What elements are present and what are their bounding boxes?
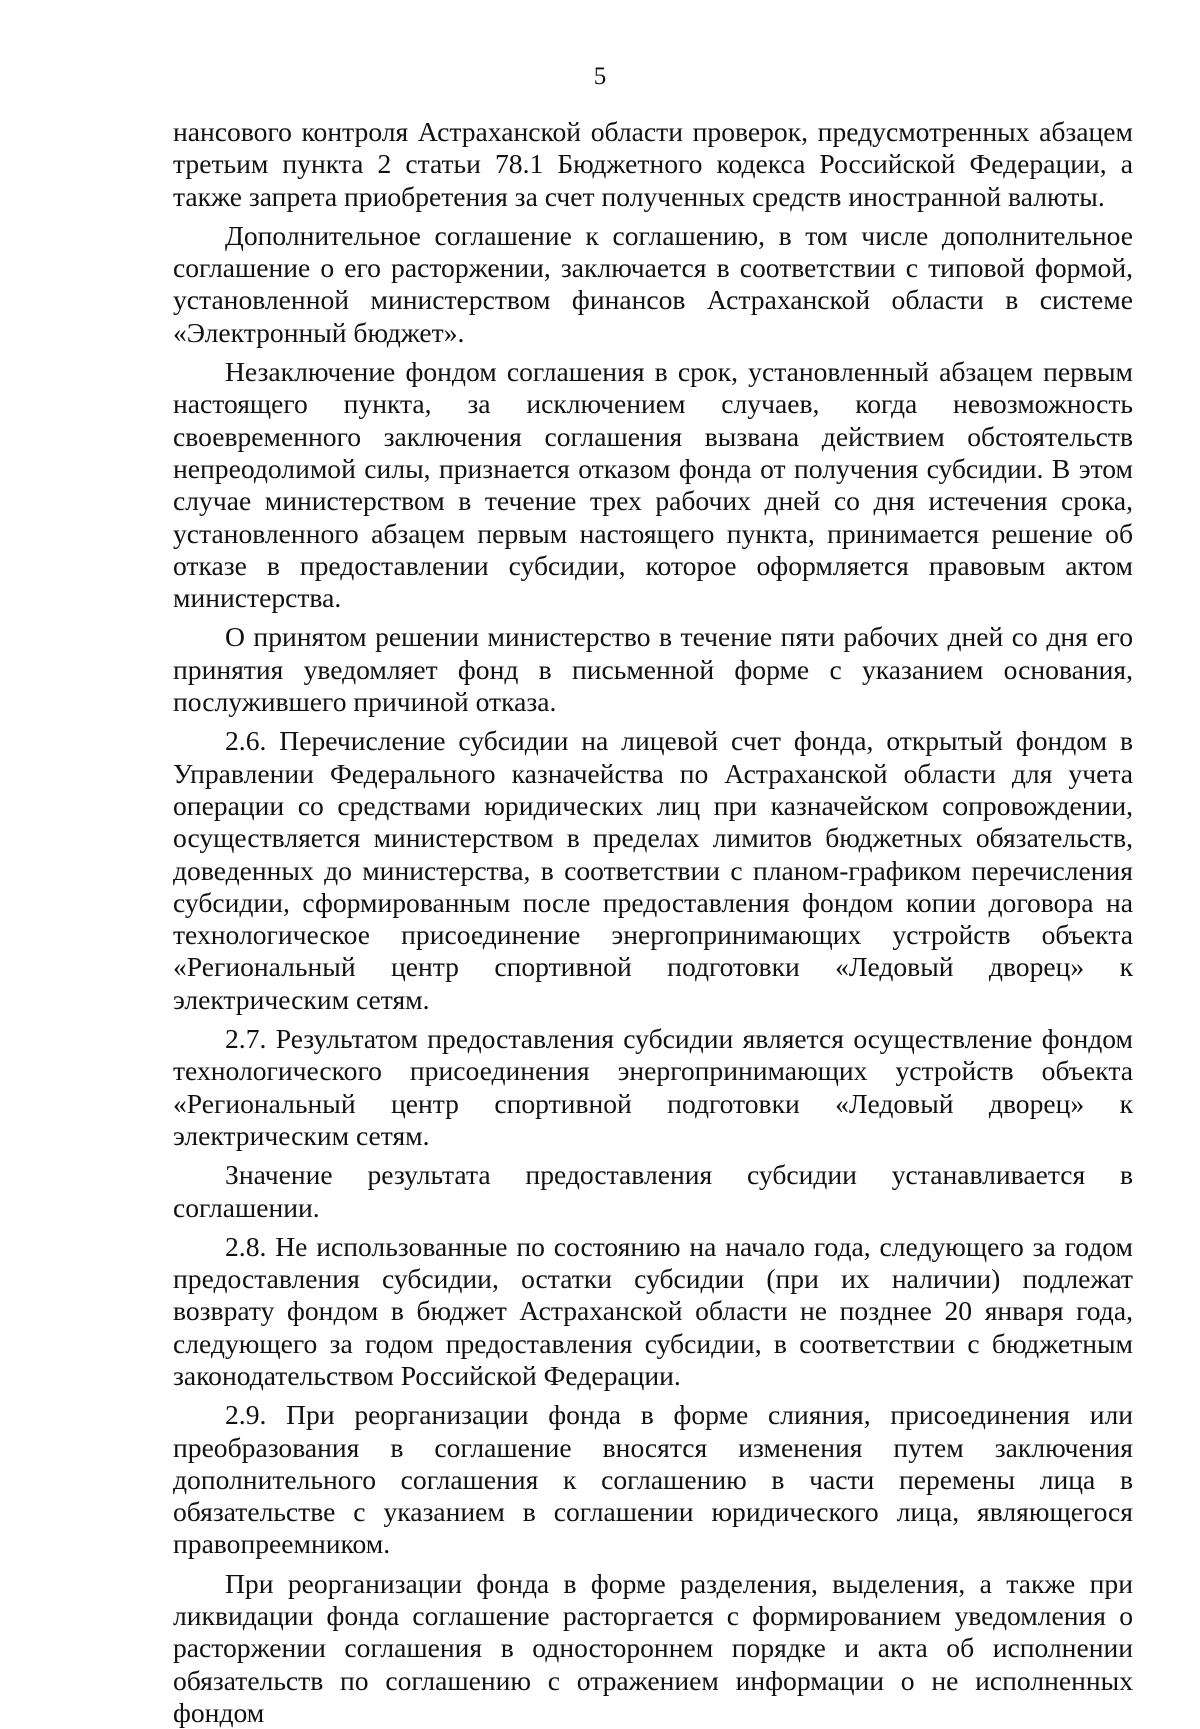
- paragraph: нансового контроля Астраханской области проверок, предусмотренных абзацем третьим пункта 2 статьи 78.1 Бюджетного кодекса Российской Федерации, а также запрета приобретения за счет полученных средств иностранной валюты.: [173, 116, 1133, 212]
- paragraph: О принятом решении министерство в течение пяти рабочих дней со дня его принятия уведомляет фонд в письменной форме с указанием основания, послужившего причиной отказа.: [173, 621, 1133, 718]
- paragraph: Незаключение фондом соглашения в срок, установленный абзацем первым настоящего пункта, за исключением случаев, когда невозможность своевременного заключения соглашения вызвана действием обстоятельств непреодолимой силы, признается отказом фонда от получения субсидии. В этом случае министерством в течение трех рабочих дней со дня истечения срока, установленного абзацем первым настоящего пункта, принимается решение об отказе в предоставлении субсидии, которое оформляется правовым актом министерства.: [173, 356, 1133, 614]
- paragraph-section-2-8: 2.8. Не использованные по состоянию на начало года, следующего за годом предоставления субсидии, остатки субсидии (при их наличии) подлежат возврату фондом в бюджет Астраханской области не позднее 20 января года, следующего за годом предоставления субсидии, в соответствии с бюджетным законодательством Российской Федерации.: [173, 1230, 1133, 1391]
- paragraph-section-2-7: 2.7. Результатом предоставления субсидии является осуществление фондом технологического присоединения энергопринимающих устройств объекта «Региональный центр спортивной подготовки «Ледовый дворец» к электрическим сетям.: [173, 1023, 1133, 1151]
- document-body: [173, 116, 1133, 1729]
- paragraph-section-2-9: 2.9. При реорганизации фонда в форме слияния, присоединения или преобразования в соглашение вносятся изменения путем заключения дополнительного соглашения к соглашению в части перемены лица в обязательстве с указанием в соглашении юридического лица, являющегося правопреемником.: [173, 1399, 1133, 1560]
- paragraph: При реорганизации фонда в форме разделения, выделения, а также при ликвидации фонда соглашение расторгается с формированием уведомления о расторжении соглашения в одностороннем порядке и акта об исполнении обязательств по соглашению с отражением информации о не исполненных фондом: [173, 1567, 1133, 1728]
- paragraph: Значение результата предоставления субсидии устанавливается в соглашении.: [173, 1159, 1133, 1223]
- page-number: 5: [593, 63, 607, 90]
- paragraph: Дополнительное соглашение к соглашению, в том числе дополнительное соглашение о его расторжении, заключается в соответствии с типовой формой, установленной министерством финансов Астраханской области в системе «Электронный бюджет».: [173, 219, 1133, 348]
- paragraph-section-2-6: 2.6. Перечисление субсидии на лицевой счет фонда, открытый фондом в Управлении Федерального казначейства по Астраханской области для учета операции со средствами юридических лиц при казначейском сопровождении, осуществляется министерством в пределах лимитов бюджетных обязательств, доведенных до министерства, в соответствии с планом-графиком перечисления субсидии, сформированным после предоставления фондом копии договора на технологическое присоединение энергопринимающих устройств объекта «Региональный центр спортивной подготовки «Ледовый дворец» к электрическим сетям.: [173, 725, 1133, 1015]
